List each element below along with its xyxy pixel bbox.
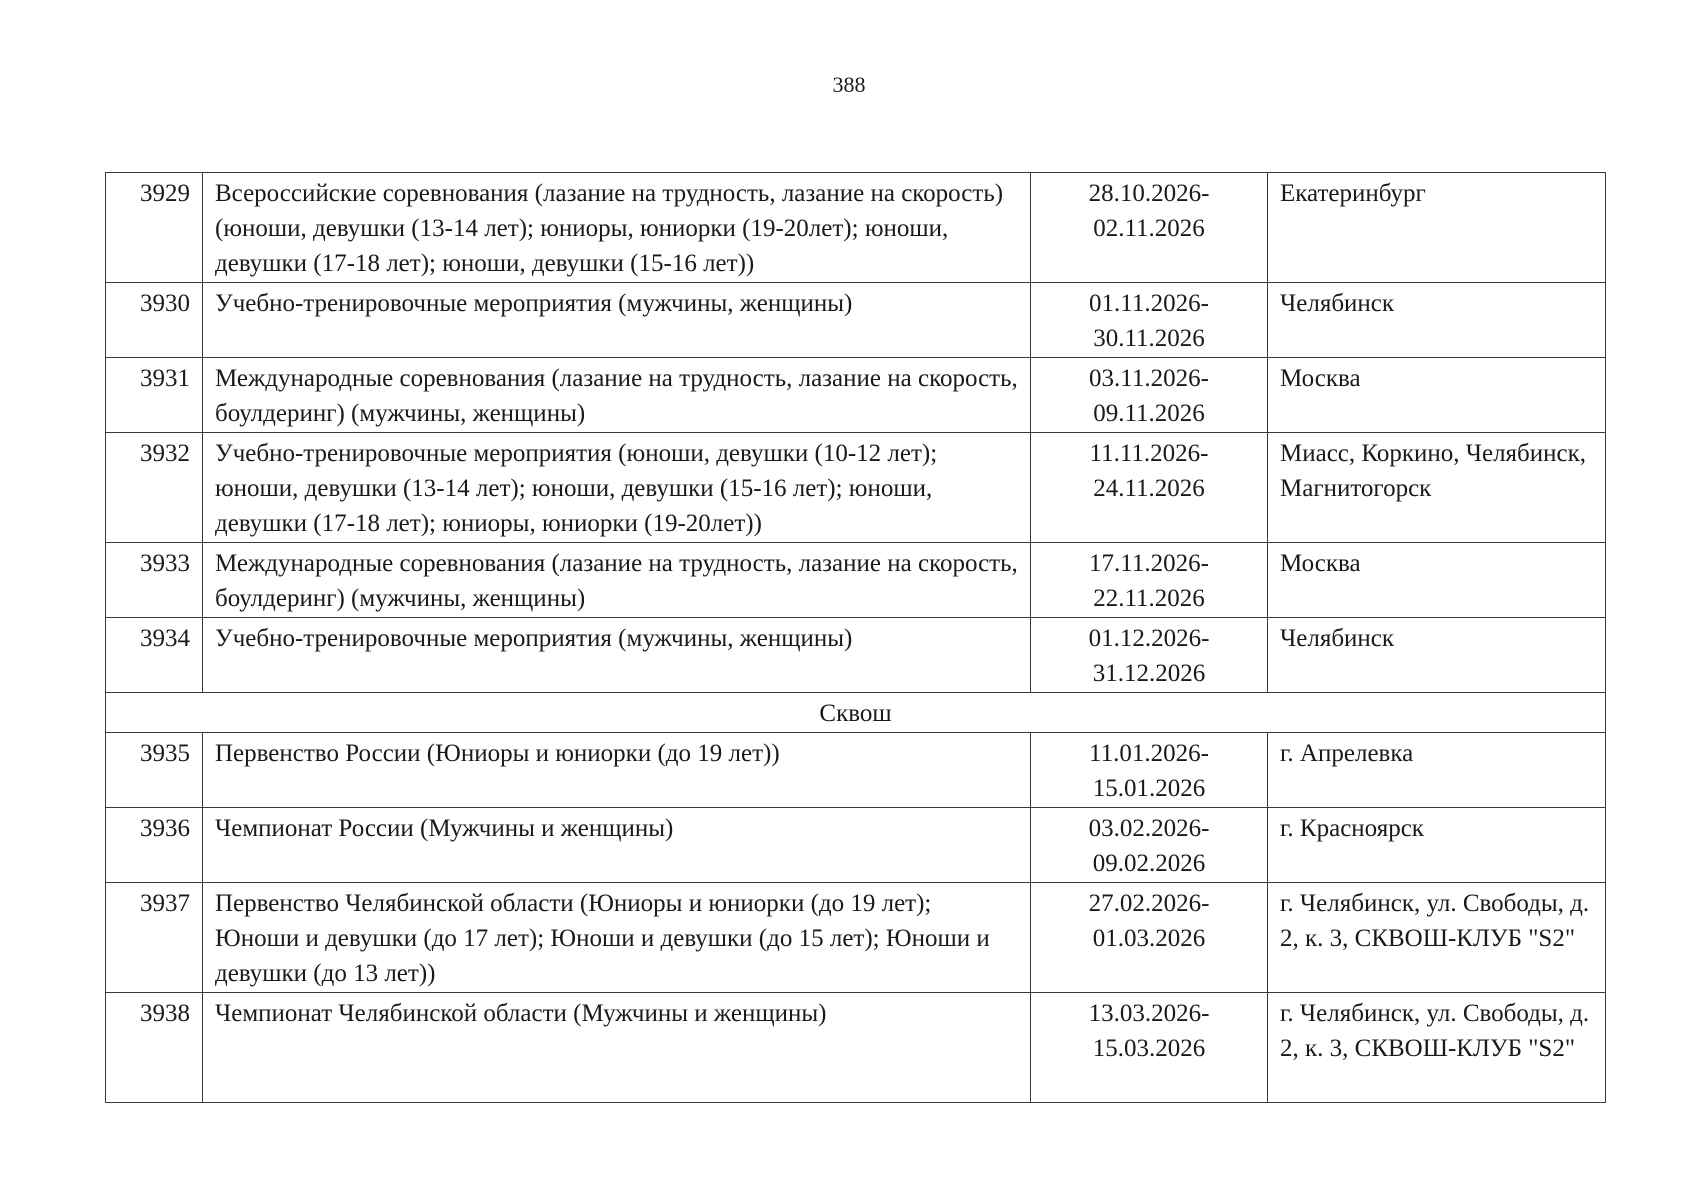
event-place: Челябинск <box>1268 618 1606 693</box>
row-number: 3933 <box>106 543 203 618</box>
event-place: Москва <box>1268 358 1606 433</box>
table-row <box>106 808 1606 883</box>
event-place: Москва <box>1268 543 1606 618</box>
event-name: Первенство России (Юниоры и юниорки (до 19 лет)) <box>203 733 1031 808</box>
row-number: 3930 <box>106 283 203 358</box>
event-dates: 01.11.2026-30.11.2026 <box>1031 283 1268 358</box>
event-dates: 28.10.2026-02.11.2026 <box>1031 173 1268 283</box>
event-dates: 11.11.2026-24.11.2026 <box>1031 433 1268 543</box>
event-name: Учебно-тренировочные мероприятия (мужчины, женщины) <box>203 618 1031 693</box>
row-number: 3934 <box>106 618 203 693</box>
event-dates: 11.01.2026-15.01.2026 <box>1031 733 1268 808</box>
event-dates: 13.03.2026-15.03.2026 <box>1031 993 1268 1103</box>
section-title: Сквош <box>106 693 1606 733</box>
row-number: 3932 <box>106 433 203 543</box>
event-name: Всероссийские соревнования (лазание на трудность, лазание на скорость) (юноши, девушки (13-14 лет); юниоры, юниорки (19-20лет); юноши, девушки (17-18 лет); юноши, девушки (15-16 лет)) <box>203 173 1031 283</box>
row-number: 3938 <box>106 993 203 1103</box>
row-number: 3936 <box>106 808 203 883</box>
row-number: 3929 <box>106 173 203 283</box>
section-row <box>106 693 1606 733</box>
event-name: Международные соревнования (лазание на трудность, лазание на скорость, боулдеринг) (мужчины, женщины) <box>203 358 1031 433</box>
table-row <box>106 173 1606 283</box>
event-dates: 03.11.2026-09.11.2026 <box>1031 358 1268 433</box>
table-row <box>106 433 1606 543</box>
table-row <box>106 883 1606 993</box>
table-row <box>106 993 1606 1103</box>
event-place: Челябинск <box>1268 283 1606 358</box>
event-name: Чемпионат Челябинской области (Мужчины и женщины) <box>203 993 1031 1103</box>
event-name: Учебно-тренировочные мероприятия (юноши, девушки (10-12 лет); юноши, девушки (13-14 лет); юноши, девушки (15-16 лет); юноши, девушки (17-18 лет); юниоры, юниорки (19-20лет)) <box>203 433 1031 543</box>
event-place: г. Апрелевка <box>1268 733 1606 808</box>
table-row <box>106 543 1606 618</box>
event-name: Учебно-тренировочные мероприятия (мужчины, женщины) <box>203 283 1031 358</box>
event-name: Чемпионат России (Мужчины и женщины) <box>203 808 1031 883</box>
event-place: Екатеринбург <box>1268 173 1606 283</box>
table-row <box>106 283 1606 358</box>
events-table <box>105 172 1606 1103</box>
event-dates: 27.02.2026-01.03.2026 <box>1031 883 1268 993</box>
row-number: 3931 <box>106 358 203 433</box>
event-dates: 03.02.2026-09.02.2026 <box>1031 808 1268 883</box>
row-number: 3935 <box>106 733 203 808</box>
event-name: Первенство Челябинской области (Юниоры и юниорки (до 19 лет); Юноши и девушки (до 17 лет); Юноши и девушки (до 15 лет); Юноши и девушки (до 13 лет)) <box>203 883 1031 993</box>
event-place: г. Челябинск, ул. Свободы, д. 2, к. 3, СКВОШ-КЛУБ "S2" <box>1268 993 1606 1103</box>
event-name: Международные соревнования (лазание на трудность, лазание на скорость, боулдеринг) (мужчины, женщины) <box>203 543 1031 618</box>
table-row <box>106 358 1606 433</box>
table-row <box>106 733 1606 808</box>
event-dates: 01.12.2026-31.12.2026 <box>1031 618 1268 693</box>
page-number: 388 <box>832 72 866 97</box>
row-number: 3937 <box>106 883 203 993</box>
event-place: Миасс, Коркино, Челябинск, Магнитогорск <box>1268 433 1606 543</box>
event-dates: 17.11.2026-22.11.2026 <box>1031 543 1268 618</box>
event-place: г. Челябинск, ул. Свободы, д. 2, к. 3, СКВОШ-КЛУБ "S2" <box>1268 883 1606 993</box>
event-place: г. Красноярск <box>1268 808 1606 883</box>
table-row <box>106 618 1606 693</box>
